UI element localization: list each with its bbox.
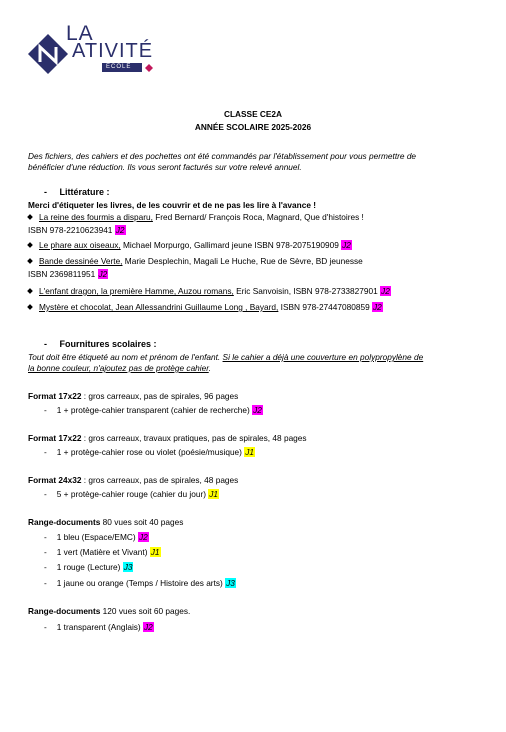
tag-j2: J2	[138, 532, 148, 542]
book-4-details: Eric Sanvoisin, ISBN 978-2733827901	[233, 286, 381, 296]
group-3-header	[28, 475, 238, 486]
logo-ecole-text: ECOLE	[106, 64, 132, 70]
group-5-header	[28, 606, 190, 617]
tag-j1: J1	[209, 489, 219, 499]
tag-j2: J2	[253, 405, 262, 415]
book-2	[28, 240, 352, 251]
page-subtitle: ANNÉE SCOLAIRE 2025-2026	[194, 122, 312, 132]
book-5-title: Mystère et chocolat, Jean Allessandrini Guillaume Long , Bayard,	[39, 302, 279, 312]
group-4-item-2-text: 1 vert (Matière et Vivant)	[56, 547, 150, 557]
group-4-item-4: - 1 jaune ou orange (Temps / Histoire des arts) J3	[44, 578, 235, 588]
book-4	[28, 286, 391, 297]
tag-j2: J2	[144, 622, 153, 632]
group-1-header	[28, 391, 238, 402]
group-1-desc: : gros carreaux, pas de spirales, 96 pages	[81, 391, 239, 401]
group-3-item: - 5 + protège-cahier rouge (cahier du jour) J1	[44, 489, 219, 499]
group-1-label: Format 17x22	[28, 391, 82, 401]
tag-j2: J2	[381, 286, 390, 296]
book-2-details: Michael Morpurgo, Gallimard jeune ISBN 978-2075190909	[120, 240, 342, 250]
page-title: CLASSE CE2A	[223, 109, 283, 119]
group-4-item-3: - 1 rouge (Lecture) J3	[44, 562, 133, 572]
note-underlined: la bonne couleur, n'ajoutez pas de protège cahier	[28, 363, 209, 373]
group-4-item-3-text: 1 rouge (Lecture)	[56, 562, 123, 572]
tag-j3: J3	[123, 562, 133, 572]
book-1	[28, 212, 364, 223]
group-2-label: Format 17x22	[28, 433, 82, 443]
book-3	[28, 256, 363, 267]
intro-line-1: Des fichiers, des cahiers et des pochettes ont été commandés par l'établissement pour vous permettre de	[28, 151, 417, 161]
group-3-item-text: 5 + protège-cahier rouge (cahier du jour)	[56, 489, 209, 499]
group-2-header	[28, 433, 307, 444]
bullet-diamond-icon	[27, 242, 33, 248]
logo-line1: LA	[66, 22, 94, 45]
fournitures-heading-text: Fournitures scolaires :	[59, 339, 157, 349]
group-4-item-1-text: 1 bleu (Espace/EMC)	[56, 532, 138, 542]
group-4-item-4-text: 1 jaune ou orange (Temps / Histoire des arts)	[56, 578, 226, 588]
group-4-label: Range-documents	[28, 517, 101, 527]
logo-accent-diamond-icon	[145, 64, 153, 72]
group-2-desc: : gros carreaux, travaux pratiques, pas de spirales, 48 pages	[81, 433, 307, 443]
book-3-isbn: ISBN 2369811951	[28, 269, 98, 279]
group-5-item-text: 1 transparent (Anglais)	[56, 622, 144, 632]
note-end: .	[208, 363, 212, 373]
intro-line-2: bénéficier d'une réduction. Ils vous seront facturés sur votre relevé annuel.	[28, 162, 302, 172]
litterature-instructions: Merci d'étiqueter les livres, de les couvrir et de ne pas les lire à l'avance !	[28, 200, 317, 210]
logo-emblem-icon	[28, 34, 68, 74]
bullet-diamond-icon	[27, 258, 33, 264]
litterature-heading-text: Littérature :	[59, 187, 110, 197]
book-3-title: Bande dessinée Verte,	[39, 256, 123, 266]
bullet-diamond-icon	[27, 288, 33, 294]
fournitures-note-1	[28, 352, 423, 363]
group-2-item: - 1 + protège-cahier rose ou violet (poésie/musique) J1	[44, 447, 255, 457]
group-1-item-text: 1 + protège-cahier transparent (cahier de recherche)	[56, 405, 253, 415]
tag-j2: J2	[115, 225, 125, 235]
tag-j1: J1	[245, 447, 255, 457]
book-1-isbn-line	[28, 225, 126, 236]
heading-dash: -	[44, 339, 47, 349]
group-4-item-1: - 1 bleu (Espace/EMC) J2	[44, 532, 148, 542]
book-1-title: La reine des fourmis a disparu,	[39, 212, 153, 222]
book-3-isbn-line	[28, 269, 108, 280]
group-5-desc: 120 vues soit 60 pages.	[100, 606, 191, 616]
book-1-details: Fred Bernard/ François Roca, Magnard, Que d'histoires !	[152, 212, 364, 222]
group-3-desc: : gros carreaux, pas de spirales, 48 pages	[81, 475, 239, 485]
logo-line2: ATIVITÉ	[72, 40, 154, 62]
group-4-header	[28, 517, 183, 528]
group-5-item: - 1 transparent (Anglais) J2	[44, 622, 153, 632]
tag-j2: J2	[98, 269, 108, 279]
note-underlined: Si le cahier a déjà une couverture en polypropylène de	[222, 352, 424, 362]
group-4-desc: 80 vues soit 40 pages	[100, 517, 184, 527]
book-4-title: L'enfant dragon, la première Hamme, Auzou romans,	[39, 286, 234, 296]
tag-j3: J3	[226, 578, 235, 588]
bullet-diamond-icon	[27, 304, 33, 310]
group-2-item-text: 1 + protège-cahier rose ou violet (poésie/musique)	[56, 447, 245, 457]
group-4-item-2: - 1 vert (Matière et Vivant) J1	[44, 547, 160, 557]
school-logo	[28, 22, 158, 78]
fournitures-heading	[44, 339, 157, 350]
litterature-heading	[44, 187, 110, 198]
note-text: Tout doit être étiqueté au nom et prénom de l'enfant.	[28, 352, 223, 362]
book-3-details: Marie Desplechin, Magali Le Huche, Rue de Sèvre, BD jeunesse	[122, 256, 363, 266]
bullet-diamond-icon	[27, 214, 33, 220]
group-1-item: - 1 + protège-cahier transparent (cahier de recherche) J2	[44, 405, 262, 415]
book-5	[28, 302, 383, 313]
tag-j1: J1	[150, 547, 160, 557]
heading-dash: -	[44, 187, 47, 197]
fournitures-note-2	[28, 363, 211, 374]
tag-j2: J2	[342, 240, 351, 250]
tag-j2: J2	[373, 302, 382, 312]
book-1-isbn: ISBN 978-2210623941	[28, 225, 115, 235]
group-5-label: Range-documents	[28, 606, 101, 616]
book-5-details: ISBN 978-27447080859	[278, 302, 373, 312]
group-3-label: Format 24x32	[28, 475, 82, 485]
book-2-title: Le phare aux oiseaux,	[39, 240, 121, 250]
